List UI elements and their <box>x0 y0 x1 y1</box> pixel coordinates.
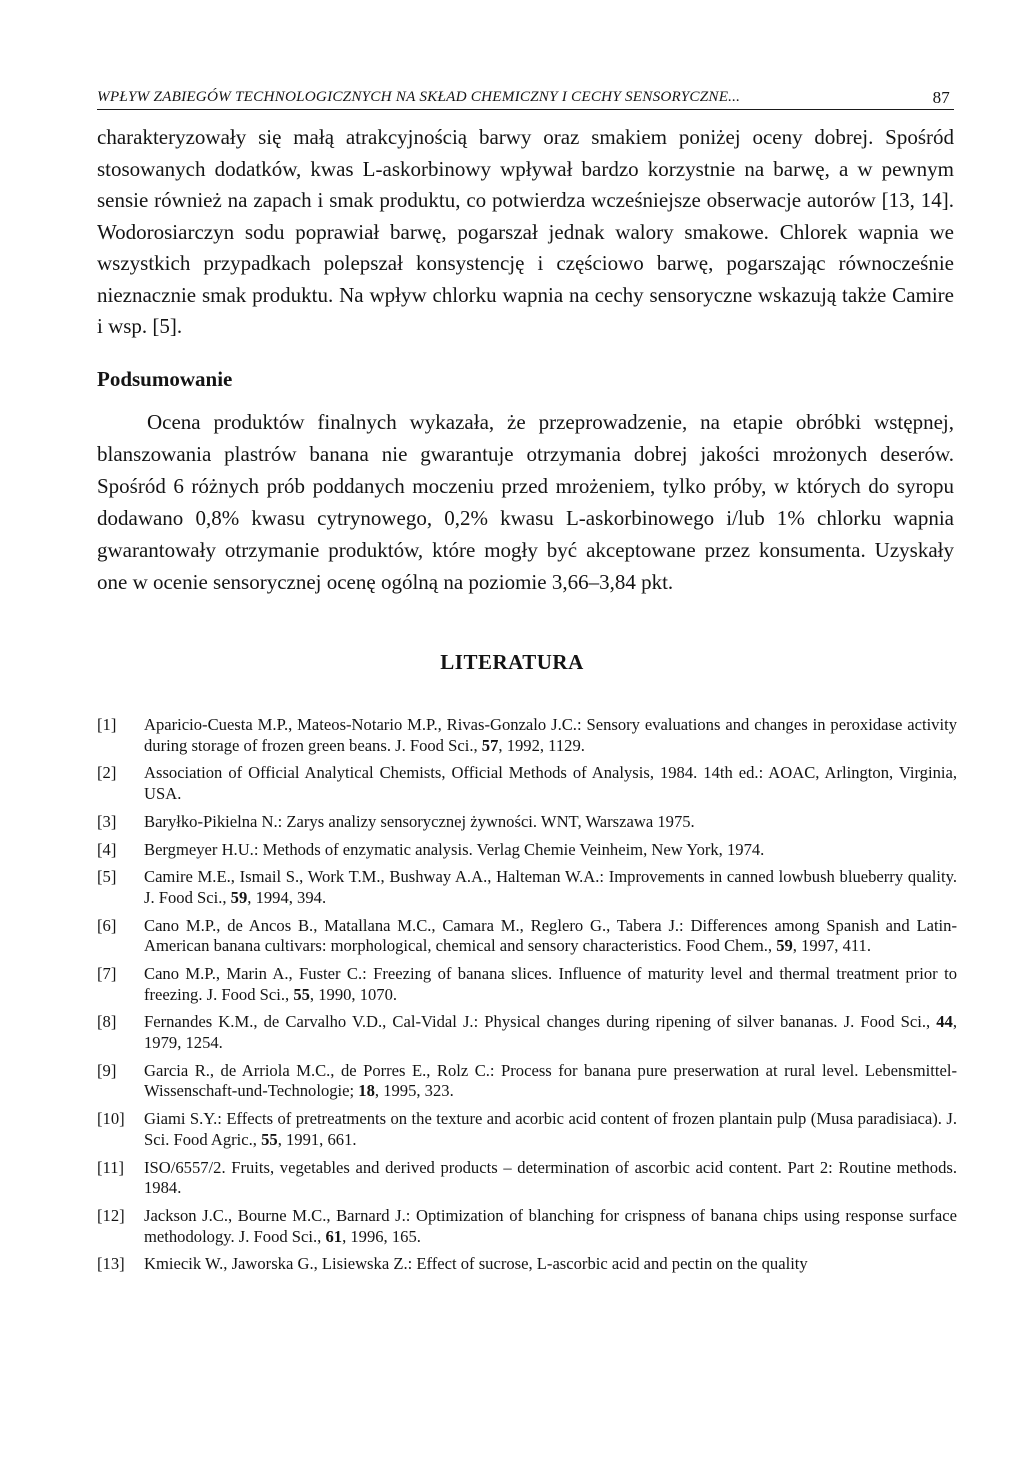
reference-number: [7] <box>97 964 117 984</box>
reference-text: Camire M.E., Ismail S., Work T.M., Bushway A.A., Halteman W.A.: Improvements in canned lowbush blueberry quality. J. Food Sci., 59, 1994, 394. <box>144 867 957 907</box>
reference-number: [1] <box>97 715 117 734</box>
reference-text: Aparicio-Cuesta M.P., Mateos-Notario M.P., Rivas-Gonzalo J.C.: Sensory evaluations and changes in peroxidase activity during storage of frozen green beans. J. Food Sci., 57, 1992, 1129. <box>144 715 957 755</box>
reference-text: Cano M.P., de Ancos B., Matallana M.C., Camara M., Reglero G., Tabera J.: Differences among Spanish and Latin-American banana cultivars: morphological, chemical and sensory characteristics. Food Chem., 59, 1997, 411. <box>144 915 957 956</box>
reference-text: Association of Official Analytical Chemists, Official Methods of Analysis, 1984. 14th ed.: AOAC, Arlington, Virginia, USA. <box>144 763 957 803</box>
reference-text: ISO/6557/2. Fruits, vegetables and derived products – determination of ascorbic acid content. Part 2: Routine methods. 1984. <box>144 1157 957 1198</box>
reference-item <box>97 715 957 756</box>
reference-item <box>97 1206 957 1247</box>
literature-heading: LITERATURA <box>440 650 584 674</box>
body-text <box>97 122 954 343</box>
summary-text <box>97 406 954 598</box>
reference-number: [11] <box>97 1157 125 1177</box>
reference-item <box>97 1158 957 1199</box>
reference-item <box>97 1254 957 1275</box>
reference-item <box>97 1109 957 1150</box>
reference-text: Fernandes K.M., de Carvalho V.D., Cal-Vidal J.: Physical changes during ripening of silver bananas. J. Food Sci., 44, 1979, 1254. <box>144 1012 957 1053</box>
reference-number: [3] <box>97 811 117 831</box>
page-number: 87 <box>932 88 950 107</box>
reference-text: Garcia R., de Arriola M.C., de Porres E., Rolz C.: Process for banana pure preserwation at rural level. Lebensmittel-Wissenschaft-und-Technologie; 18, 1995, 323. <box>144 1060 957 1101</box>
body-paragraph: charakteryzowały się małą atrakcyjnością barwy oraz smakiem poniżej oceny dobrej. Spośród stosowanych dodatków, kwas L-askorbinowy wpływał bardzo korzystnie na barwę, a w pewnym sensie również na zapach i smak produktu, co potwierdza wcześniejsze obserwacje autorów [13, 14]. Wodorosiarczyn sodu poprawiał barwę, pogarszał jednak walory smakowe. Chlorek wapnia we wszystkich przypadkach polepszał konsystencję i częściowo barwę, pogarszając równocześnie nieznacznie smak produktu. Na wpływ chlorku wapnia na cechy sensoryczne wskazują także Camire i wsp. [5]. <box>97 125 954 338</box>
reference-number: [4] <box>97 839 117 859</box>
reference-item <box>97 1012 957 1053</box>
reference-text: Bergmeyer H.U.: Methods of enzymatic analysis. Verlag Chemie Veinheim, New York, 1974. <box>144 839 765 859</box>
reference-item <box>97 964 957 1005</box>
running-title: WPŁYW ZABIEGÓW TECHNOLOGICZNYCH NA SKŁAD CHEMICZNY I CECHY SENSORYCZNE... <box>97 88 741 105</box>
section-heading-summary: Podsumowanie <box>97 367 233 391</box>
reference-number: [5] <box>97 867 117 887</box>
reference-text: Giami S.Y.: Effects of pretreatments on the texture and acorbic acid content of frozen plantain pulp (Musa paradisiaca). J. Sci. Food Agric., 55, 1991, 661. <box>144 1109 957 1149</box>
reference-number: [2] <box>97 763 117 783</box>
reference-text: Kmiecik W., Jaworska G., Lisiewska Z.: Effect of sucrose, L-ascorbic acid and pectin on the quality <box>144 1254 808 1274</box>
reference-item <box>97 1061 957 1102</box>
reference-item <box>97 867 957 908</box>
running-header <box>97 88 954 110</box>
reference-item <box>97 916 957 957</box>
reference-text: Baryłko-Pikielna N.: Zarys analizy sensorycznej żywności. WNT, Warszawa 1975. <box>144 811 695 831</box>
reference-item <box>97 812 957 833</box>
reference-number: [12] <box>97 1205 125 1225</box>
reference-number: [10] <box>97 1109 125 1129</box>
reference-item <box>97 763 957 804</box>
reference-item <box>97 840 957 861</box>
reference-text: Cano M.P., Marin A., Fuster C.: Freezing of banana slices. Influence of maturity level and thermal treatment prior to freezing. J. Food Sci., 55, 1990, 1070. <box>144 964 957 1004</box>
summary-paragraph: Ocena produktów finalnych wykazała, że przeprowadzenie, na etapie obróbki wstępnej, blanszowania plastrów banana nie gwarantuje otrzymania dobrej jakości mrożonych deserów. Spośród 6 różnych prób poddanych moczeniu przed mrożeniem, tylko próby, w których do syropu dodawano 0,8% kwasu cytrynowego, 0,2% kwasu L-askorbinowego i/lub 1% chlorku wapnia gwarantowały otrzymanie produktów, które mogły być akceptowane przez konsumenta. Uzyskały one w ocenie sensorycznej ocenę ogólną na poziomie 3,66–3,84 pkt. <box>97 410 954 594</box>
reference-number: [9] <box>97 1060 117 1080</box>
reference-number: [13] <box>97 1254 125 1274</box>
reference-list <box>97 715 957 1282</box>
reference-text: Jackson J.C., Bourne M.C., Barnard J.: Optimization of blanching for crispness of banana chips using response surface methodology. J. Food Sci., 61, 1996, 165. <box>144 1205 957 1246</box>
reference-number: [6] <box>97 915 117 935</box>
reference-number: [8] <box>97 1012 117 1032</box>
